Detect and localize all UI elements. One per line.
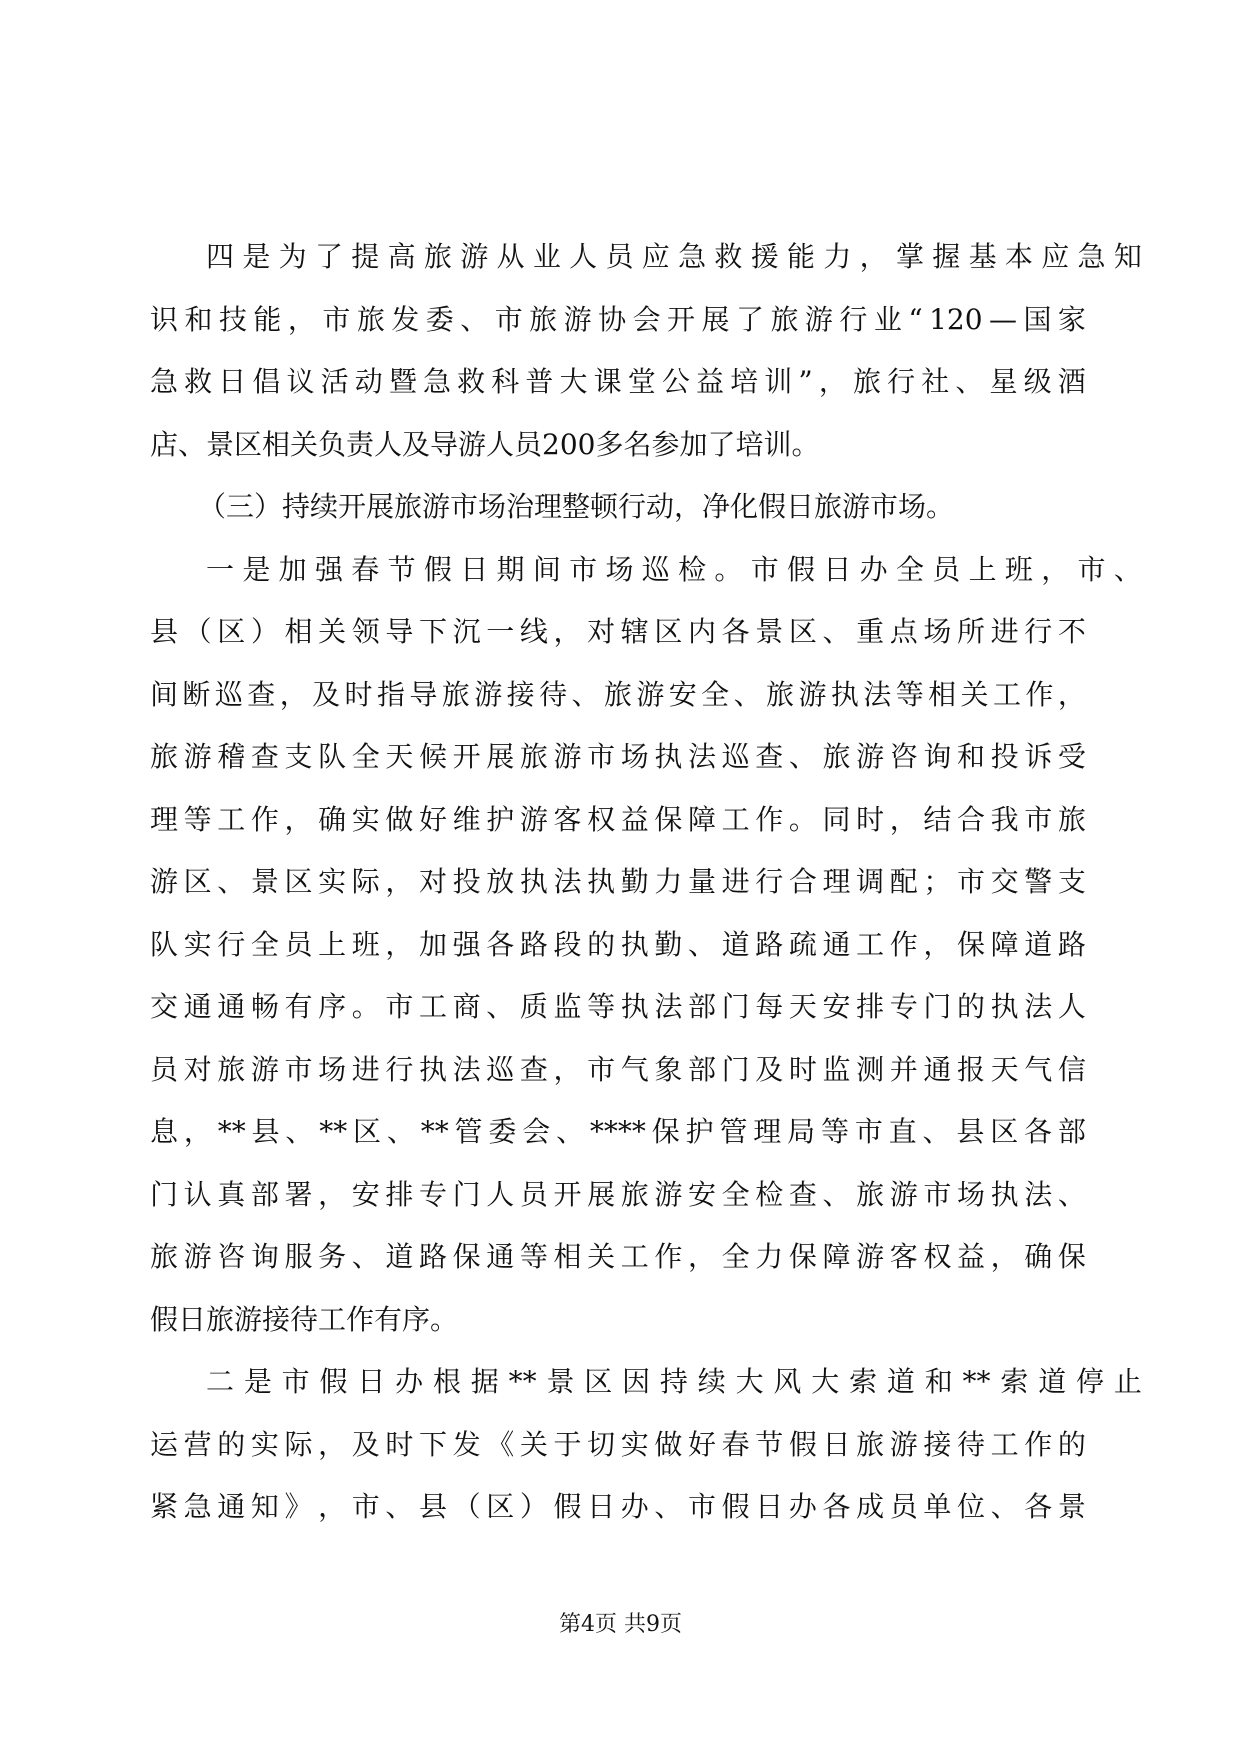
text-line: 运 营 的 实 际 ， 及 时 下 发 《 关 于 切 实 做 好 春 节 假 日 旅 游 接 待 工 作 的	[150, 1427, 1086, 1461]
text-line: 游 区 、 景 区 实 际 ， 对 投 放 执 法 执 勤 力 量 进 行 合 理 调 配 ； 市 交 警 支	[150, 865, 1086, 898]
text-line: 店、景区相关负责人及导游人员200多名参加了培训。	[150, 427, 820, 461]
text-line: 旅 游 咨 询 服 务 、 道 路 保 通 等 相 关 工 作 ， 全 力 保 障 游 客 权 益 ， 确 保	[150, 1240, 1086, 1273]
page-number-footer: 第4页 共9页	[559, 1612, 682, 1637]
body-text	[150, 226, 1142, 1539]
text-line: 二 是 市 假 日 办 根 据 ** 景 区 因 持 续 大 风 大 索 道 和 ** 索 道 停 止	[206, 1365, 1142, 1398]
text-line: 旅 游 稽 查 支 队 全 天 候 开 展 旅 游 市 场 执 法 巡 查 、 旅 游 咨 询 和 投 诉 受	[150, 740, 1086, 773]
text-line: 理 等 工 作 ， 确 实 做 好 维 护 游 客 权 益 保 障 工 作 。 同 时 ， 结 合 我 市 旅	[150, 802, 1086, 836]
text-line: 假日旅游接待工作有序。	[150, 1302, 459, 1336]
section-heading: （三）持续开展旅游市场治理整顿行动，净化假日旅游市场。	[198, 490, 955, 523]
text-line: 息 ， ** 县 、 ** 区 、 ** 管 委 会 、 **** 保 护 管 理 局 等 市 直 、 县 区 各 部	[150, 1115, 1086, 1148]
text-line: 县 （ 区 ） 相 关 领 导 下 沉 一 线 ， 对 辖 区 内 各 景 区 、 重 点 场 所 进 行 不	[150, 615, 1086, 648]
text-line: 员 对 旅 游 市 场 进 行 执 法 巡 查 ， 市 气 象 部 门 及 时 监 测 并 通 报 天 气 信	[150, 1052, 1086, 1086]
text-line: 四 是 为 了 提 高 旅 游 从 业 人 员 应 急 救 援 能 力 ， 掌 握 基 本 应 急 知	[206, 240, 1142, 273]
text-line: 间 断 巡 查 ， 及 时 指 导 旅 游 接 待 、 旅 游 安 全 、 旅 游 执 法 等 相 关 工 作 ，	[150, 677, 1086, 711]
text-line: 门 认 真 部 署 ， 安 排 专 门 人 员 开 展 旅 游 安 全 检 查 、 旅 游 市 场 执 法 、	[150, 1177, 1086, 1211]
text-line: 急 救 日 倡 议 活 动 暨 急 救 科 普 大 课 堂 公 益 培 训 ” ， 旅 行 社 、 星 级 酒	[150, 365, 1086, 398]
text-line: 识 和 技 能 ， 市 旅 发 委 、 市 旅 游 协 会 开 展 了 旅 游 行 业 “ 120 — 国 家	[150, 302, 1086, 336]
text-line: 紧 急 通 知 》 ， 市 、 县 （ 区 ） 假 日 办 、 市 假 日 办 各 成 员 单 位 、 各 景	[150, 1490, 1086, 1523]
text-line: 一 是 加 强 春 节 假 日 期 间 市 场 巡 检 。 市 假 日 办 全 员 上 班 ， 市 、	[206, 552, 1142, 586]
text-line: 交 通 通 畅 有 序 。 市 工 商 、 质 监 等 执 法 部 门 每 天 安 排 专 门 的 执 法 人	[150, 990, 1086, 1023]
text-line: 队 实 行 全 员 上 班 ， 加 强 各 路 段 的 执 勤 、 道 路 疏 通 工 作 ， 保 障 道 路	[150, 927, 1086, 961]
